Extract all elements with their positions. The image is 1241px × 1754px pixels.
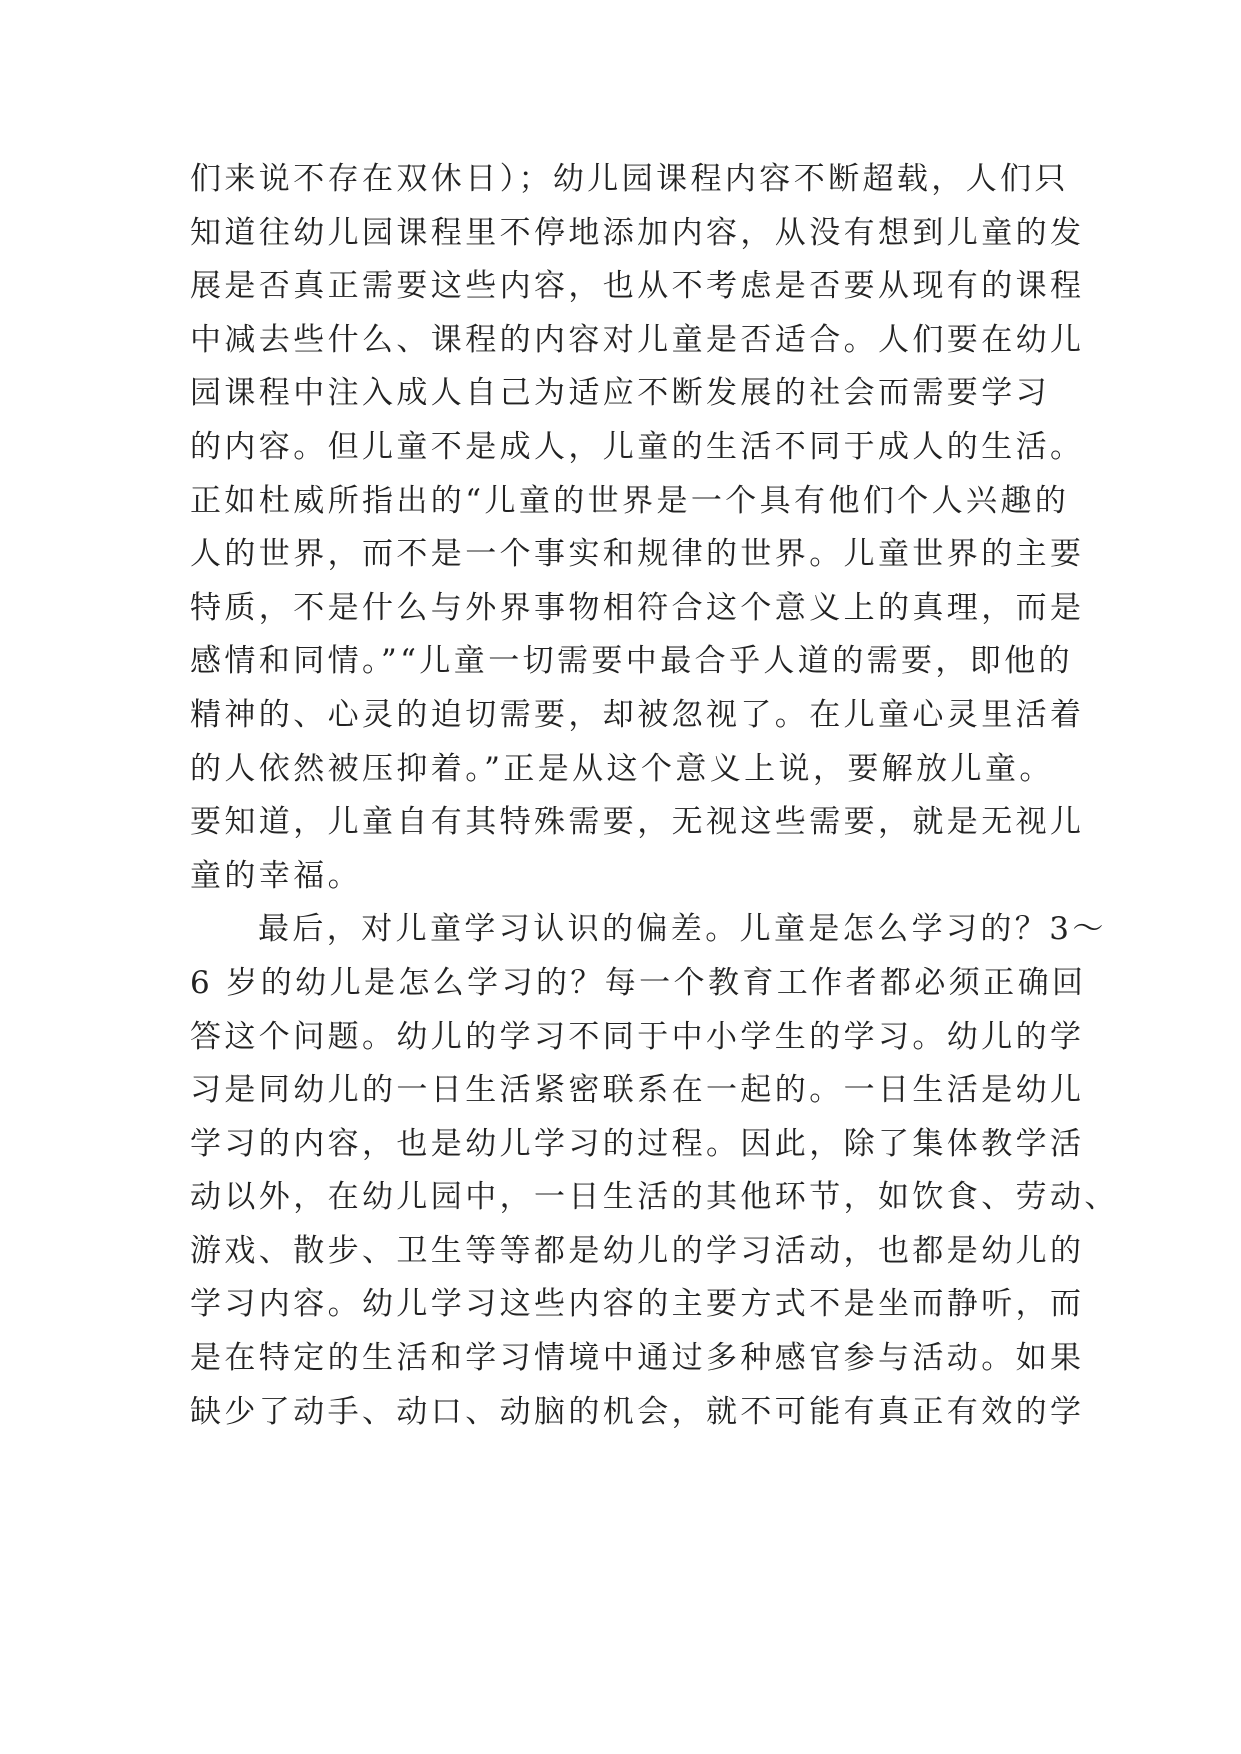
text-line: 展是否真正需要这些内容，也从不考虑是否要从现有的课程 [190,268,1085,305]
text-line: 精神的、心灵的迫切需要，却被忽视了。在儿童心灵里活着 [190,696,1085,733]
text-line: 是在特定的生活和学习情境中通过多种感官参与活动。如果 [190,1340,1085,1377]
text-line: 习是同幼儿的一日生活紧密联系在一起的。一日生活是幼儿 [190,1072,1085,1109]
text-line: 学习的内容，也是幼儿学习的过程。因此，除了集体教学活 [190,1125,1085,1162]
text-line: 要知道，儿童自有其特殊需要，无视这些需要，就是无视儿 [190,804,1085,841]
text-line: 特质，不是什么与外界事物相符合这个意义上的真理，而是 [190,589,1085,626]
text-line: 学习内容。幼儿学习这些内容的主要方式不是坐而静听，而 [190,1286,1085,1323]
body-text [190,153,1119,1439]
text-line: 动以外，在幼儿园中，一日生活的其他环节，如饮食、劳动、 [190,1179,1119,1216]
text-line: 童的幸福。 [190,857,362,894]
text-line: 们来说不存在双休日）；幼儿园课程内容不断超载，人们只 [190,161,1069,197]
text-line: 游戏、散步、卫生等等都是幼儿的学习活动，也都是幼儿的 [190,1232,1085,1269]
paragraph-first-line: 最后，对儿童学习认识的偏差。儿童是怎么学习的？3～ [258,911,1107,948]
text-line: 缺少了动手、动口、动脑的机会，就不可能有真正有效的学 [190,1393,1085,1430]
text-line: 答这个问题。幼儿的学习不同于中小学生的学习。幼儿的学 [190,1018,1085,1055]
text-line: 知道往幼儿园课程里不停地添加内容，从没有想到儿童的发 [190,214,1085,251]
text-line: 园课程中注入成人自己为适应不断发展的社会而需要学习 [190,375,1050,412]
text-line: 中减去些什么、课程的内容对儿童是否适合。人们要在幼儿 [190,321,1085,358]
text-line: 感情和同情。”“儿童一切需要中最合乎人道的需要，即他的 [190,643,1073,680]
text-line: 6 岁的幼儿是怎么学习的？每一个教育工作者都必须正确回 [190,964,1087,1001]
text-line: 的人依然被压抑着。”正是从这个意义上说，要解放儿童。 [190,750,1054,787]
text-line: 的内容。但儿童不是成人，儿童的生活不同于成人的生活。 [190,428,1085,465]
text-line: 正如杜威所指出的“儿童的世界是一个具有他们个人兴趣的 [190,482,1070,519]
text-line: 人的世界，而不是一个事实和规律的世界。儿童世界的主要 [190,536,1085,573]
